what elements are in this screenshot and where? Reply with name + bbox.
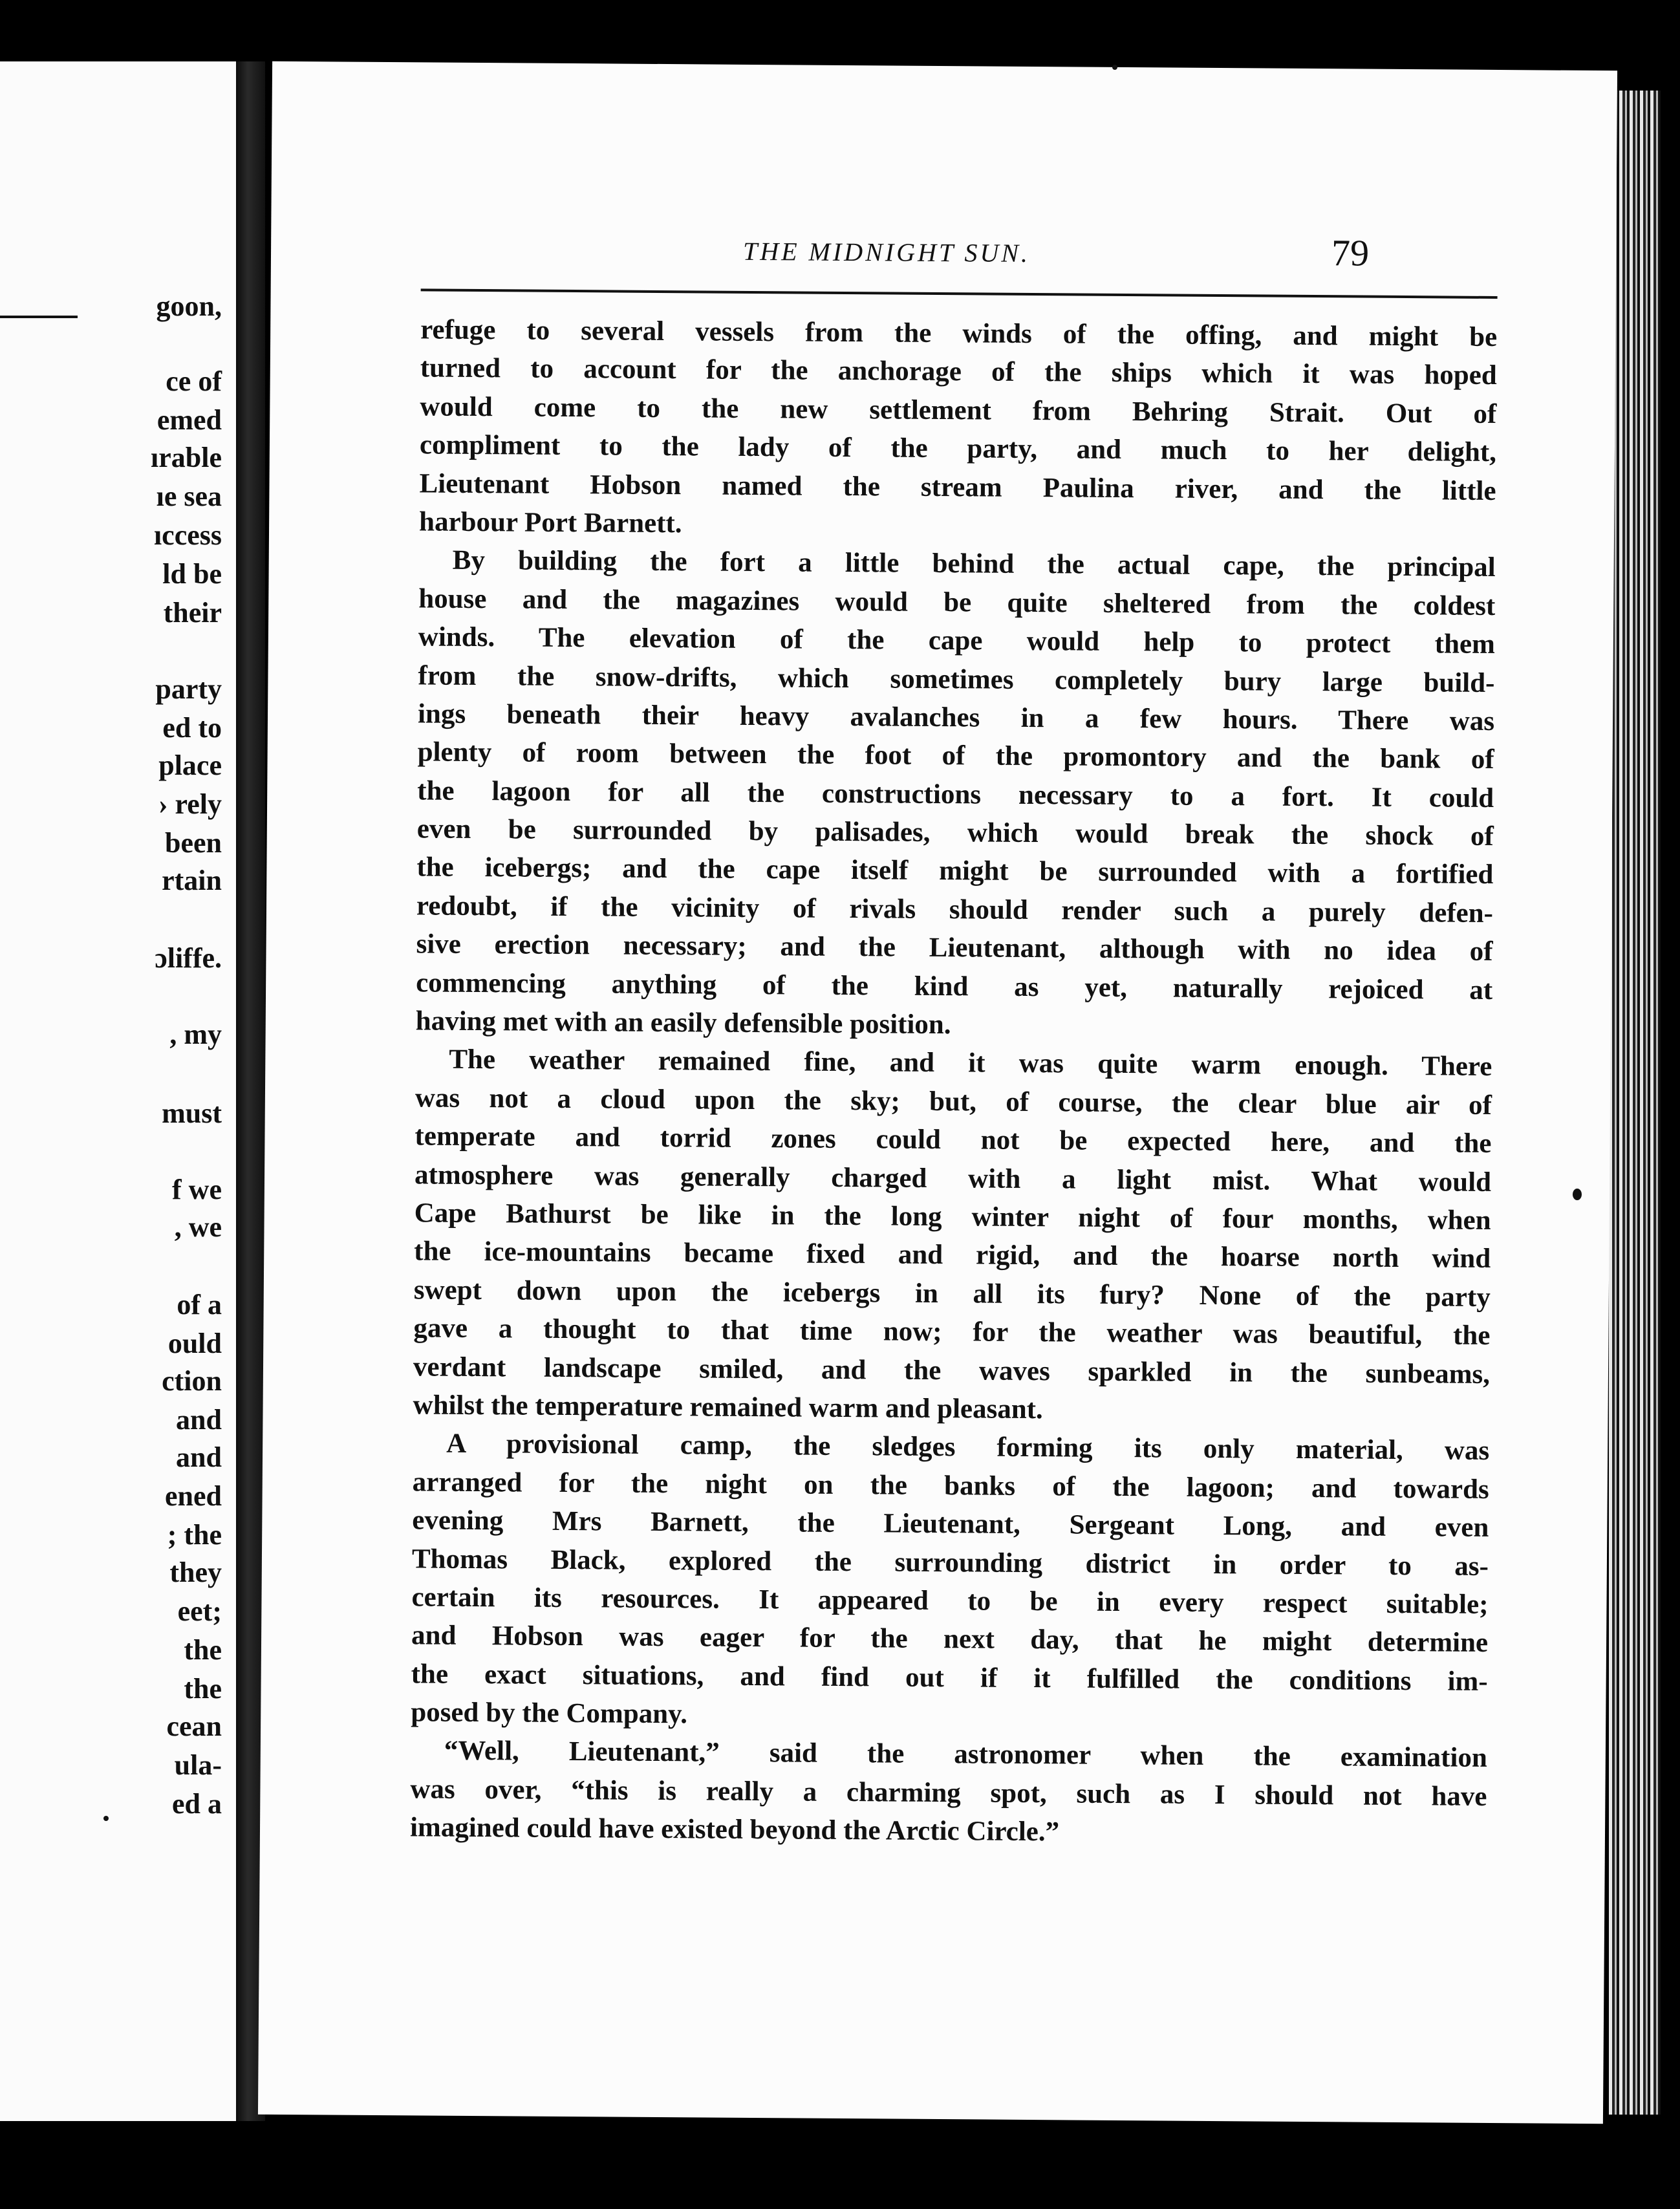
facing-page-fragment-text: ed a [172,1788,222,1820]
text-line: the exact situations, and find out if it fulfilled the conditions im- [411,1659,1488,1697]
facing-page-fragment-text: rtain [162,865,222,896]
paragraph [410,1732,1487,1855]
book-page [258,61,1617,2124]
text-line: the icebergs; and the cape itself might be surrounded with a fortified [416,852,1494,890]
text-line: Thomas Black, explored the surrounding district in order to as- [411,1543,1489,1582]
facing-page-fragment-text: goon, [156,290,222,322]
facing-page-fragment-text: ld be [162,558,222,590]
facing-page-fragment-text: ıccess [153,519,222,551]
facing-page-fragment-text: ɔliffe. [155,942,222,974]
paragraph [413,1040,1492,1432]
text-line: redoubt, if the vicinity of rivals should render such a purely defen- [416,890,1494,929]
page-header [271,233,1616,281]
text-line: would come to the new settlement from Behring Strait. Out of [420,391,1497,429]
facing-page-header-rule [0,316,78,318]
facing-page-fragment [0,61,240,2121]
facing-page-fragment-text: , we [174,1211,222,1243]
text-line: harbour Port Barnett. [418,506,682,539]
paragraph [416,541,1496,1048]
page-edges [1609,91,1661,2115]
facing-page-fragment-text: ula- [174,1749,222,1781]
text-line: was over, “this is really a charming spot, such as I should not have [410,1774,1487,1812]
ink-speck [1112,65,1117,70]
text-line: verdant landscape smiled, and the waves sparkled in the sunbeams, [413,1351,1491,1390]
facing-page-fragment-text: party [155,673,222,705]
body-text [410,310,1498,1854]
text-line: “Well, Lieutenant,” said the astronomer when the examination [444,1736,1487,1774]
text-line: plenty of room between the foot of the promontory and the bank of [417,737,1494,775]
paragraph [411,1425,1489,1740]
text-line: A provisional camp, the sledges forming its only material, was [446,1428,1490,1467]
text-line: certain its resources. It appeared to be in every respect suitable; [411,1582,1489,1620]
text-line: atmosphere was generally charged with a light mist. What would [414,1159,1492,1198]
text-line: Cape Bathurst be like in the long winter night of four months, when [414,1198,1491,1236]
text-line: even be surrounded by palisades, which would break the shock of [416,814,1494,852]
ink-speck [1573,1189,1582,1200]
text-line: house and the magazines would be quite sheltered from the coldest [418,583,1496,621]
facing-page-fragment-text: place [158,749,222,781]
text-line: commencing anything of the kind as yet, naturally rejoiced at [416,967,1493,1006]
facing-page-fragment-text: ened [165,1480,222,1512]
ink-speck [103,1816,109,1821]
facing-page-fragment-text: , my [169,1018,222,1050]
facing-page-fragment-text: ction [162,1365,222,1397]
text-line: evening Mrs Barnett, the Lieutenant, Sergeant Long, and even [412,1505,1489,1544]
text-line: winds. The elevation of the cape would help to protect them [418,621,1496,660]
facing-page-fragment-text: ıe sea [156,480,222,512]
facing-page-fragment-text: ould [167,1328,222,1359]
text-line: imagined could have existed beyond the Arctic Circle.” [409,1812,1060,1848]
text-line: the lagoon for all the constructions necessary to a fort. It could [417,775,1494,814]
facing-page-fragment-text: their [163,597,222,629]
facing-page-fragment-text: eet; [177,1595,222,1627]
text-line: and Hobson was eager for the next day, that he might determine [411,1620,1489,1659]
text-line: from the snow-drifts, which sometimes completely bury large build- [418,660,1495,698]
facing-page-fragment-text: the [184,1673,222,1705]
facing-page-fragment-text: ed to [162,712,222,744]
facing-page-fragment-text: and [176,1404,222,1436]
facing-page-fragment-text: the [184,1634,222,1666]
header-rule [421,288,1498,299]
text-line: posed by the Company. [411,1697,688,1730]
facing-page-fragment-text: f we [172,1174,222,1205]
paragraph [419,310,1497,548]
text-line: By building the fort a little behind the actual cape, the principal [452,545,1496,583]
facing-page-fragment-text: emed [156,404,222,436]
facing-page-fragment-text: of a [177,1289,222,1320]
facing-page-fragment-text: they [169,1557,222,1588]
facing-page-fragment-text: › rely [158,788,222,820]
facing-page-fragment-text: cean [166,1710,222,1742]
facing-page-fragment-text: must [162,1097,222,1129]
text-line: turned to account for the anchorage of the ships which it was hoped [420,352,1497,391]
facing-page-fragment-text: ; the [167,1519,222,1551]
text-line: refuge to several vessels from the winds of the offing, and might be [420,314,1498,353]
facing-page-fragment-text: ırable [151,442,222,473]
text-line: arranged for the night on the banks of the lagoon; and towards [412,1467,1489,1505]
running-title: THE MIDNIGHT SUN. [742,236,1031,268]
facing-page-fragment-text: and [176,1441,222,1473]
facing-page-fragment-text: ce of [166,365,222,397]
text-line: having met with an easily defensible position. [415,1006,951,1040]
text-line: swept down upon the icebergs in all its fury? None of the party [413,1275,1491,1313]
text-line: the ice-mountains became fixed and rigid, and the hoarse north wind [414,1236,1491,1275]
text-line: gave a thought to that time now; for the weather was beautiful, the [413,1313,1491,1352]
text-line: ings beneath their heavy avalanches in a few hours. There was [417,698,1495,737]
text-line: sive erection necessary; and the Lieutenant, although with no idea of [416,929,1493,967]
page-number: 79 [1331,232,1370,274]
text-line: Lieutenant Hobson named the stream Paulina river, and the little [419,468,1496,506]
text-line: was not a cloud upon the sky; but, of course, the clear blue air of [415,1083,1492,1121]
text-line: temperate and torrid zones could not be expected here, and the [415,1121,1492,1159]
text-line: compliment to the lady of the party, and much to her delight, [419,429,1497,468]
facing-page-fragment-text: been [165,827,222,859]
text-line: The weather remained fine, and it was quite warm enough. There [449,1044,1492,1083]
text-line: whilst the temperature remained warm and pleasant. [413,1390,1043,1425]
